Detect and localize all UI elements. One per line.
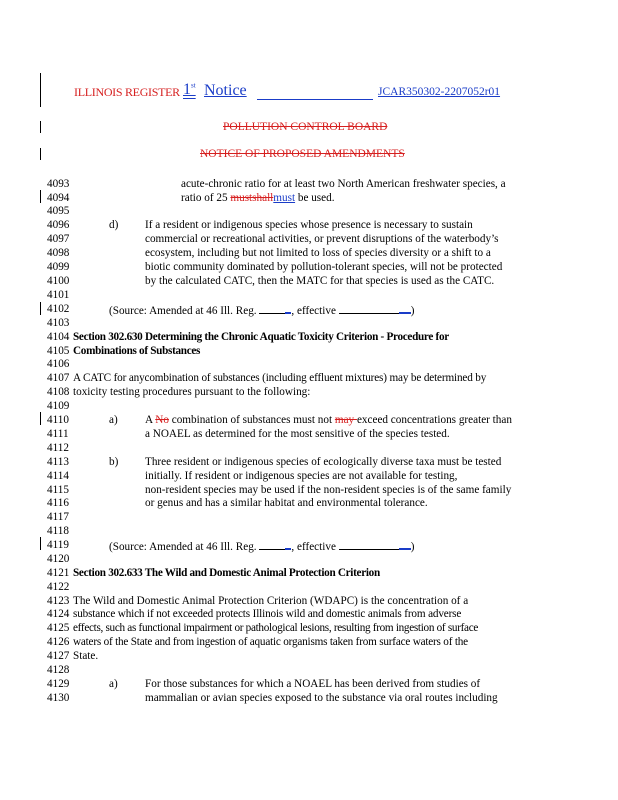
line-number: 4120 <box>47 553 70 565</box>
change-bar <box>40 190 41 203</box>
line-number: 4110 <box>47 414 69 426</box>
line-number: 4106 <box>47 358 70 370</box>
line-number: 4118 <box>47 525 69 537</box>
text-run: (Source: Amended at 46 Ill. Reg. <box>109 305 260 317</box>
subsection-label: b) <box>109 456 119 468</box>
page-number <box>183 81 196 99</box>
text-run: , effective <box>291 541 339 553</box>
change-bar <box>40 73 41 107</box>
reg-blank <box>259 303 285 314</box>
line-number: 4098 <box>47 247 70 259</box>
register-title: ILLINOIS REGISTER <box>74 85 180 99</box>
text-line: non-resident species may be used if the non-resident species is of the same family <box>145 484 512 496</box>
change-bar <box>40 537 41 550</box>
notice-label: Notice <box>204 82 247 99</box>
line-number: 4126 <box>47 636 70 648</box>
text-line: For those substances for which a NOAEL has been derived from studies of <box>145 678 481 690</box>
section-heading: Section 302.630 Determining the Chronic Aquatic Toxicity Criterion - Procedure for <box>73 331 449 343</box>
change-bar <box>40 302 41 315</box>
deleted-text: No <box>155 414 169 426</box>
source-note <box>109 302 414 318</box>
line-number: 4112 <box>47 442 69 454</box>
line-number: 4129 <box>47 678 70 690</box>
text-run: , effective <box>291 305 339 317</box>
line-number: 4094 <box>47 192 70 204</box>
line-number: 4121 <box>47 567 70 579</box>
line-number: 4108 <box>47 386 70 398</box>
text-line: a NOAEL as determined for the most sensitive of the species tested. <box>145 428 450 440</box>
line-number: 4124 <box>47 608 70 620</box>
text-line: Three resident or indigenous species of ecologically diverse taxa must be tested <box>145 456 502 468</box>
section-heading: Section 302.633 The Wild and Domestic Animal Protection Criterion <box>73 567 380 579</box>
board-title: POLLUTION CONTROL BOARD <box>223 121 388 133</box>
text-line: substance which if not exceeded protects Illinois wild and domestic animals from adverse <box>73 608 462 620</box>
text-run: (Source: Amended at 46 Ill. Reg. <box>109 541 260 553</box>
text-line: biotic community dominated by pollution-tolerant species, will not be protected <box>145 261 503 273</box>
text-line: mammalian or avian species exposed to the substance via oral routes including <box>145 692 498 704</box>
text-line: State. <box>73 650 99 662</box>
page-num: 1 <box>183 81 191 98</box>
subsection-label: a) <box>109 678 118 690</box>
text-run: combination of substances must not <box>168 414 335 426</box>
date-blank-ins <box>399 538 411 550</box>
subsection-label: d) <box>109 219 119 231</box>
line-number: 4117 <box>47 511 69 523</box>
line-number: 4095 <box>47 205 70 217</box>
line-number: 4119 <box>47 539 69 551</box>
line-number: 4128 <box>47 664 70 676</box>
text-line: The Wild and Domestic Animal Protection Criterion (WDAPC) is the concentration of a <box>73 595 469 607</box>
text-line: effects, such as functional impairment or pathological lesions, resulting from ingestion of surface <box>73 622 479 634</box>
text-line: waters of the State and from ingestion of aquatic organisms taken from surface waters of the <box>73 636 468 648</box>
line-number: 4097 <box>47 233 70 245</box>
date-blank-ins <box>399 302 411 314</box>
text-line <box>145 413 512 427</box>
subsection-label: a) <box>109 414 118 426</box>
line-number: 4104 <box>47 331 70 343</box>
text-line: toxicity testing procedures pursuant to the following: <box>73 386 311 398</box>
section-heading: Combinations of Substances <box>73 345 201 357</box>
change-bar <box>40 412 41 425</box>
text-run: exceed concentrations greater than <box>356 414 512 426</box>
date-blank <box>339 303 399 314</box>
text-line: initially. If resident or indigenous species are not available for testing, <box>145 470 458 482</box>
text-line: A CATC for anycombination of substances (including effluent mixtures) may be determined by <box>73 372 487 384</box>
line-number: 4125 <box>47 622 70 634</box>
line-number: 4114 <box>47 470 69 482</box>
line-number: 4122 <box>47 581 70 593</box>
text-line: or genus and has a similar habitat and environmental tolerance. <box>145 497 428 509</box>
text-line: If a resident or indigenous species whose presence is necessary to sustain <box>145 219 473 231</box>
line-number: 4115 <box>47 484 69 496</box>
change-bar <box>40 148 41 160</box>
page-sup: st <box>191 81 196 90</box>
line-number: 4107 <box>47 372 70 384</box>
deleted-text: mustshall <box>230 192 274 204</box>
header-rule <box>257 99 373 100</box>
text-line: ecosystem, including but not limited to loss of species diversity or a shift to a <box>145 247 491 259</box>
date-blank <box>339 539 399 550</box>
line-number: 4099 <box>47 261 70 273</box>
line-number: 4109 <box>47 400 70 412</box>
line-number: 4111 <box>47 428 69 440</box>
line-number: 4123 <box>47 595 70 607</box>
text-line: by the calculated CATC, then the MATC for that species is used as the CATC. <box>145 275 495 287</box>
notice-title: NOTICE OF PROPOSED AMENDMENTS <box>200 148 405 160</box>
line-number: 4127 <box>47 650 70 662</box>
text-run: be used. <box>295 192 335 204</box>
text-line: commercial or recreational activities, or prevent disruptions of the waterbody’s <box>145 233 499 245</box>
line-number: 4113 <box>47 456 69 468</box>
source-note <box>109 538 414 554</box>
text-run: ratio of 25 <box>181 192 231 204</box>
text-run: ) <box>410 305 415 317</box>
jcar-id: JCAR350302-2207052r01 <box>378 86 501 98</box>
change-bar <box>40 121 41 133</box>
line-number: 4101 <box>47 289 70 301</box>
text-line: acute-chronic ratio for at least two North American freshwater species, a <box>181 178 506 190</box>
line-number: 4096 <box>47 219 70 231</box>
line-number: 4116 <box>47 497 69 509</box>
line-number: 4103 <box>47 317 70 329</box>
inserted-text: must <box>273 192 296 204</box>
line-number: 4100 <box>47 275 70 287</box>
text-run: ) <box>410 541 415 553</box>
text-line <box>181 191 335 205</box>
deleted-text: may <box>334 414 357 426</box>
text-run: A <box>145 414 156 426</box>
line-number: 4105 <box>47 345 70 357</box>
line-number: 4130 <box>47 692 70 704</box>
line-number: 4093 <box>47 178 70 190</box>
line-number: 4102 <box>47 303 70 315</box>
reg-blank <box>259 539 285 550</box>
